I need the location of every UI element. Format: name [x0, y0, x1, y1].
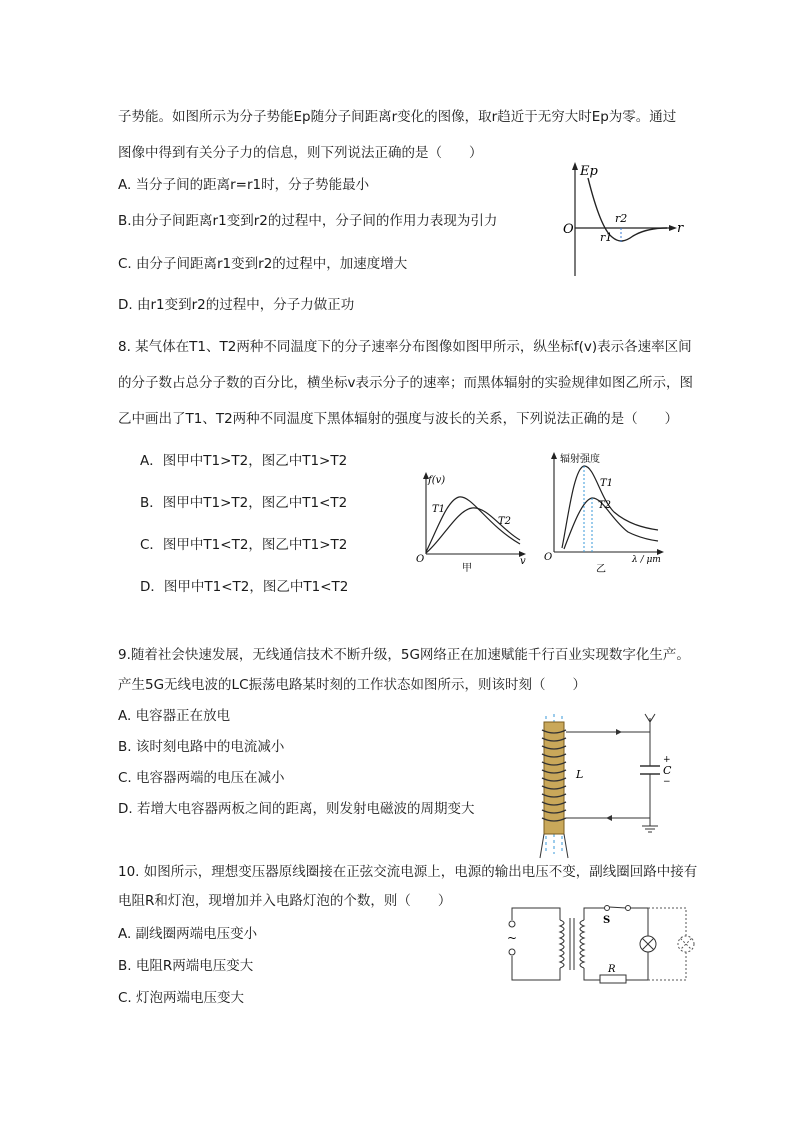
q8-fig-a-speed-distribution: [412, 470, 532, 574]
q10-secondary-wire: [584, 908, 604, 920]
q10-switch-contact: [605, 906, 610, 911]
q8b-x-label: λ / μm: [632, 555, 661, 565]
q7-y-arrow: [572, 162, 578, 170]
q9-option-d: D. 若增大电容器两板之间的距离，则发射电磁波的周期变大: [118, 801, 475, 817]
q10-source-symbol: ~: [507, 931, 518, 945]
q10-transformer-circuit-figure: [500, 898, 706, 990]
q9-inductor-core: [544, 722, 564, 834]
q8b-caption: 乙: [596, 564, 606, 575]
q10-stem-line2: 电阻R和灯泡，现增加并入电路灯泡的个数，则（ ）: [118, 893, 452, 909]
q7-stem-line2: 图像中得到有关分子力的信息，则下列说法正确的是（ ）: [118, 145, 483, 161]
q8a-t2-label: T2: [498, 516, 512, 527]
q8-option-a: A．图甲中T1>T2，图乙中T1>T2: [140, 453, 348, 469]
q7-stem-line1: 子势能。如图所示为分子势能Ep随分子间距离r变化的图像，取r趋近于无穷大时Ep为零。通过: [118, 109, 677, 125]
q7-option-b: B.由分子间距离r1变到r2的过程中，分子间的作用力表现为引力: [118, 213, 498, 229]
q8-option-b: B．图甲中T1>T2，图乙中T1<T2: [140, 495, 348, 511]
q7-origin-label: O: [563, 222, 574, 237]
q10-source-terminal: [509, 949, 515, 955]
q7-option-a: A. 当分子间的距离r=r1时，分子势能最小: [118, 177, 370, 193]
q7-x-label: r: [677, 221, 684, 236]
q9-capacitor-label: C: [663, 764, 672, 777]
q9-option-a: A. 电容器正在放电: [118, 708, 231, 724]
q8-stem-line2: 的分子数占总分子数的百分比，横坐标v表示分子的速率；而黑体辐射的实验规律如图乙所示，图: [118, 375, 693, 391]
q10-added-lamp-wire: [648, 952, 686, 980]
q7-r2-label: r2: [615, 212, 628, 225]
q8-stem-line3: 乙中画出了T1、T2两种不同温度下黑体辐射的强度与波长的关系，下列说法正确的是（ ）: [118, 411, 679, 427]
q9-inductor-label: L: [576, 768, 584, 781]
q9-minus-sign: −: [663, 777, 671, 787]
q10-added-lamp-icon: [678, 936, 694, 952]
q10-stem-line1: 10. 如图所示，理想变压器原线圈接在正弦交流电源上，电源的输出电压不变，副线圈回路中接有: [118, 864, 698, 880]
q8b-y-label: 辐射强度: [560, 454, 600, 465]
q9-stem-line2: 产生5G无线电波的LC振荡电路某时刻的工作状态如图所示，则该时刻（ ）: [118, 677, 586, 693]
q9-option-b: B. 该时刻电路中的电流减小: [118, 739, 285, 755]
q9-current-arrow: [616, 729, 622, 735]
q8-option-d: D．图甲中T1<T2，图乙中T1<T2: [140, 579, 349, 595]
q8a-caption: 甲: [462, 563, 472, 574]
q9-core-leg: [540, 834, 544, 858]
q9-lc-circuit-figure: [536, 712, 676, 864]
q8a-y-label: f(v): [428, 475, 446, 486]
q9-core-leg: [564, 834, 568, 858]
q7-x-arrow: [669, 225, 677, 231]
q8b-t1-label: T1: [600, 478, 614, 489]
q10-primary-wire: [512, 908, 560, 920]
q10-added-lamp-wire: [648, 908, 686, 936]
q10-secondary-coil: [580, 920, 584, 968]
q7-potential-energy-graph: [555, 158, 695, 280]
q10-primary-coil: [560, 920, 564, 968]
q8a-origin: O: [416, 554, 425, 565]
q9-current-arrow: [606, 815, 612, 821]
q10-switch-label: S: [603, 915, 611, 926]
q7-option-d: D. 由r1变到r2的过程中，分子力做正功: [118, 297, 355, 313]
q10-option-c: C. 灯泡两端电压变大: [118, 990, 245, 1006]
q10-switch-contact: [626, 906, 631, 911]
q10-source-terminal: [509, 921, 515, 927]
q10-switch-blade: [609, 907, 626, 908]
q9-stem-line1: 9.随着社会快速发展，无线通信技术不断升级，5G网络正在加速赋能千行百业实现数字化生产。: [118, 647, 690, 663]
q8b-y-arrow: [551, 452, 557, 459]
q9-option-c: C. 电容器两端的电压在减小: [118, 770, 285, 786]
q10-option-b: B. 电阻R两端电压变大: [118, 958, 254, 974]
q7-y-label: Ep: [580, 164, 598, 179]
q8b-origin: O: [544, 552, 553, 563]
q10-resistor-label: R: [608, 964, 616, 975]
q8b-t2-label: T2: [598, 500, 612, 511]
q8a-t1-label: T1: [432, 504, 446, 515]
q8-stem-line1: 8. 某气体在T1、T2两种不同温度下的分子速率分布图像如图甲所示，纵坐标f(v)表示各速率区间: [118, 339, 692, 355]
q8a-x-label: v: [520, 556, 526, 567]
q10-option-a: A. 副线圈两端电压变小: [118, 926, 258, 942]
q10-resistor: [600, 975, 626, 983]
q7-r1-label: r1: [600, 231, 613, 244]
q8-fig-b-blackbody-radiation: [540, 448, 670, 576]
q9-plus-sign: +: [663, 755, 671, 765]
q8-option-c: C．图甲中T1<T2，图乙中T1>T2: [140, 537, 348, 553]
q7-option-c: C. 由分子间距离r1变到r2的过程中，加速度增大: [118, 256, 408, 272]
q10-secondary-wire: [630, 908, 648, 936]
q10-primary-wire: [512, 956, 560, 980]
